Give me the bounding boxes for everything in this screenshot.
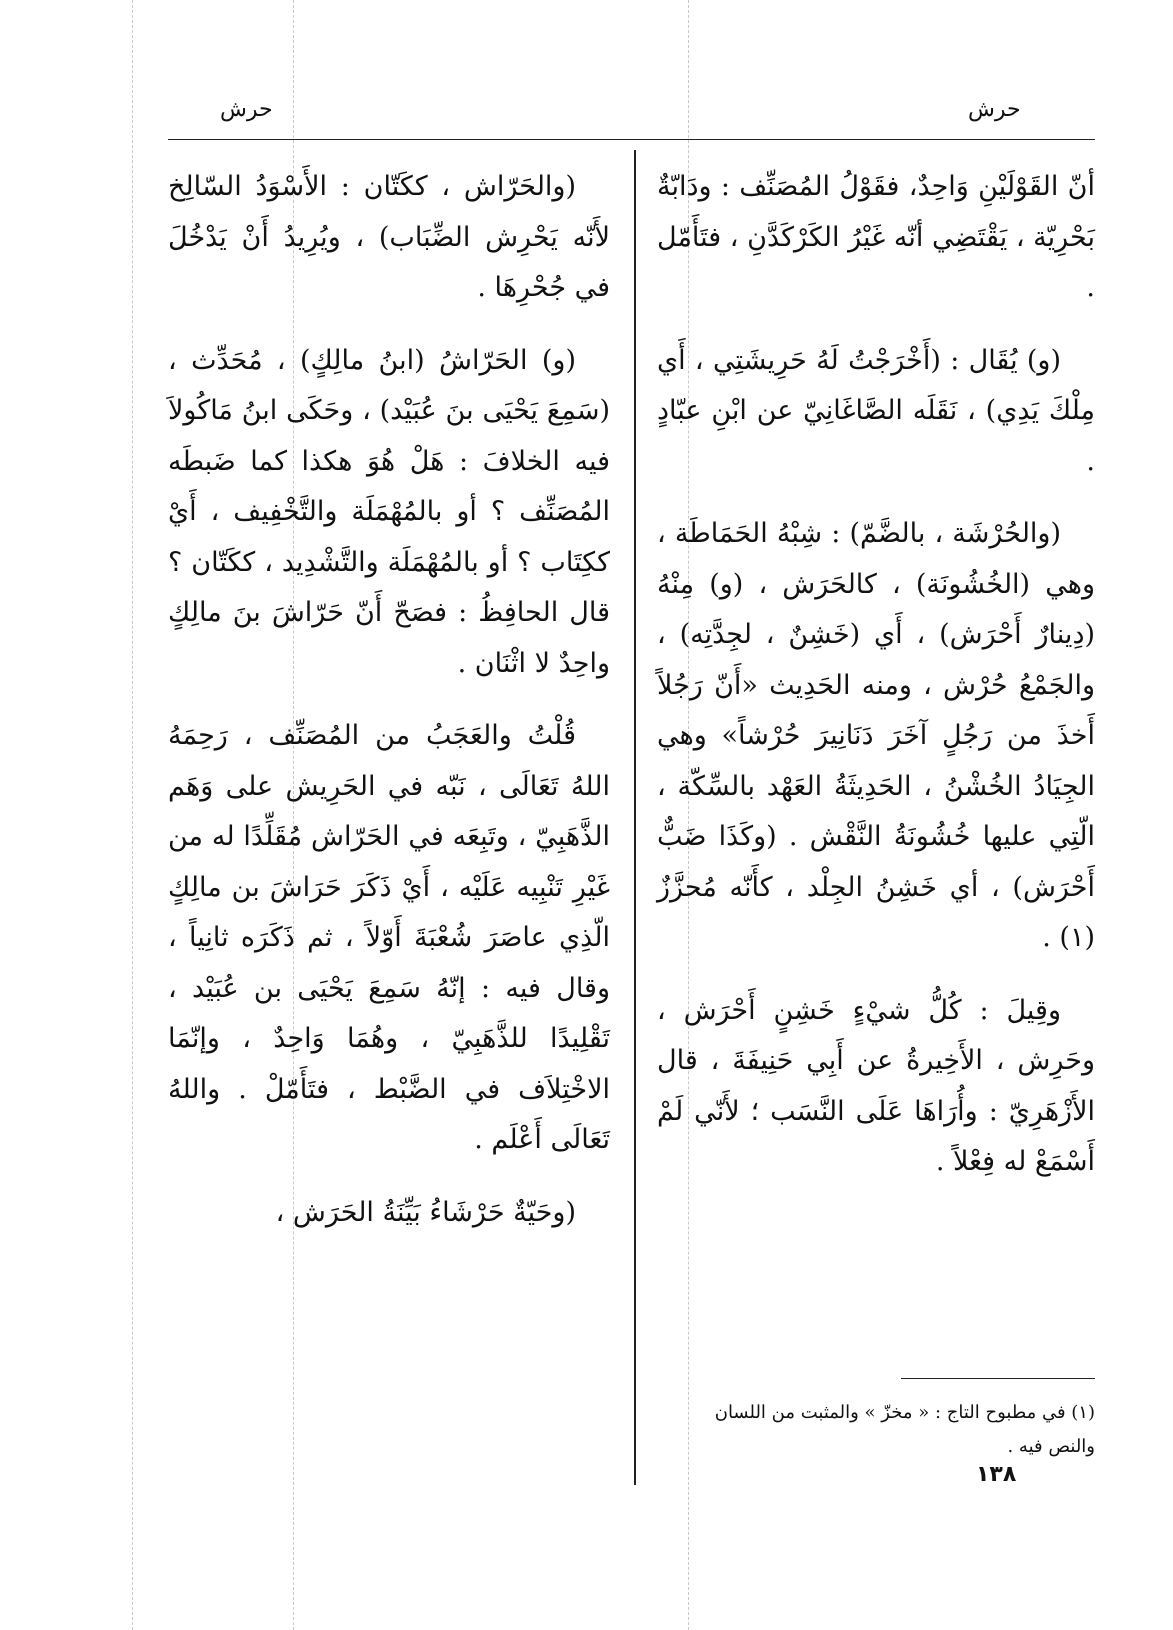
- paragraph: قُلْتُ والعَجَبُ من المُصَنِّف ، رَحِمَهُ اللهُ تَعَالَى ، نَبّه في الحَرِيش على وَهَم الذَّهَبِيّ ، وتَبِعَه في الحَرّاش مُقَلِّدًا له من غَيْرِ تَنْبِيه عَلَيْه ، أَيْ ذَكَرَ حَرَاشَ بن مالِكٍ الّذِي عاصَرَ شُعْبَةَ أَوّلاً ، ثم ذَكَرَه ثانِياً ، وقال فيه : إنّهُ سَمِعَ يَحْيَى بن عُبَيْد ، تَقْلِيدًا للذَّهَبِيّ ، وهُمَا وَاحِدٌ ، وإنّمَا الاخْتِلاَف في الضَّبْط ، فتَأَمّلْ . واللهُ تَعَالَى أَعْلَم .: [168, 720, 610, 1155]
- paragraph: وقِيلَ : كُلُّ شيْءٍ خَشِنٍ أَحْرَش ، وحَرِش ، الأَخِيرةُ عن أَبِي حَنِيفَةَ ، قال الأَزْهَرِيّ : وأُرَاهَا عَلَى النَّسَب ؛ لأَنّي لَمْ أَسْمَعْ له فِعْلاً .: [657, 994, 1095, 1177]
- paragraph: (والحُرْشَة ، بالضَّمّ) : شِبْهُ الحَمَاطَة ، وهي (الخُشُونَة) ، كالحَرَش ، (و) مِنْهُ (دِينارٌ أَحْرَش) ، أَي (خَشِنٌ ، لجِدَّتِه) ، والجَمْعُ حُرْش ، ومنه الحَدِيث «أَنّ رَجُلاً أَخذَ من رَجُلٍ آخَرَ دَنَانِيرَ حُرْشاً» وهي الجِيَادُ الخُشْنُ ، الحَدِيثَةُ العَهْد بالسِّكّة ، الّتِي عليها خُشُونَةُ النَّقْش . (وكَذَا ضَبٌّ أَحْرَش) ، أي خَشِنُ الجِلْد ، كأَنّه مُحزَّزٌ (١) .: [657, 518, 1095, 953]
- page-number: ١٣٨: [976, 1462, 1017, 1487]
- paragraph: أنّ القَوْلَيْنِ وَاحِدٌ، فقَوْلُ المُصَنِّف : ودَابّةٌ بَحْرِيّة ، يَقْتَضِي أنّه غَيْرُ الكَرْكَدَّنِ ، فتَأَمّل .: [657, 171, 1095, 303]
- right-column: [657, 162, 1095, 1210]
- paragraph: (والحَرّاش ، ككَتّان : الأَسْوَدُ السّالِخ لأَنّه يَحْرِش الضِّبَاب) ، ويُرِيدُ أَنْ يَدْخُلَ في جُحْرِهَا .: [168, 171, 610, 303]
- footnote-rule: [901, 1378, 1095, 1379]
- scan-guide-line: [132, 0, 133, 1630]
- running-header-right: حرش: [968, 97, 1021, 122]
- footnote: (١) في مطبوح التاج : « مخزّ » والمثبت من اللسان والنص فيه .: [714, 1402, 1095, 1457]
- running-header-left: حرش: [220, 97, 273, 122]
- paragraph: (و) الحَرّاشُ (ابنُ مالِكٍ) ، مُحَدِّث ، (سَمِعَ يَحْيَى بنَ عُبَيْد) ، وحَكَى ابنُ مَاكُولاَ فيه الخلافَ : هَلْ هُوَ هكذا كما ضَبطَه المُصَنِّف ؟ أو بالمُهْمَلَة والتَّخْفِيف ، أَيْ ككِتَاب ؟ أو بالمُهْمَلَة والتَّشْدِيد ، ككَتّان ؟ قال الحافِظُ : فصَحّ أَنّ حَرّاشَ بنَ مالِكٍ واحِدٌ لا اثْنَان .: [168, 344, 610, 679]
- paragraph: (و) يُقَال : (أَخْرَجْتُ لَهُ حَرِيشَتِي ، أَي مِلْكَ يَدِي) ، نَقَلَه الصَّاغَانِيّ عن ابْنِ عبّادٍ .: [657, 344, 1095, 477]
- paragraph: (وحَيّةٌ حَرْشَاءُ بَيِّنَةُ الحَرَش ،: [275, 1196, 576, 1228]
- left-column: [168, 162, 610, 1260]
- header-rule: [168, 139, 1095, 140]
- column-divider: [634, 150, 636, 1485]
